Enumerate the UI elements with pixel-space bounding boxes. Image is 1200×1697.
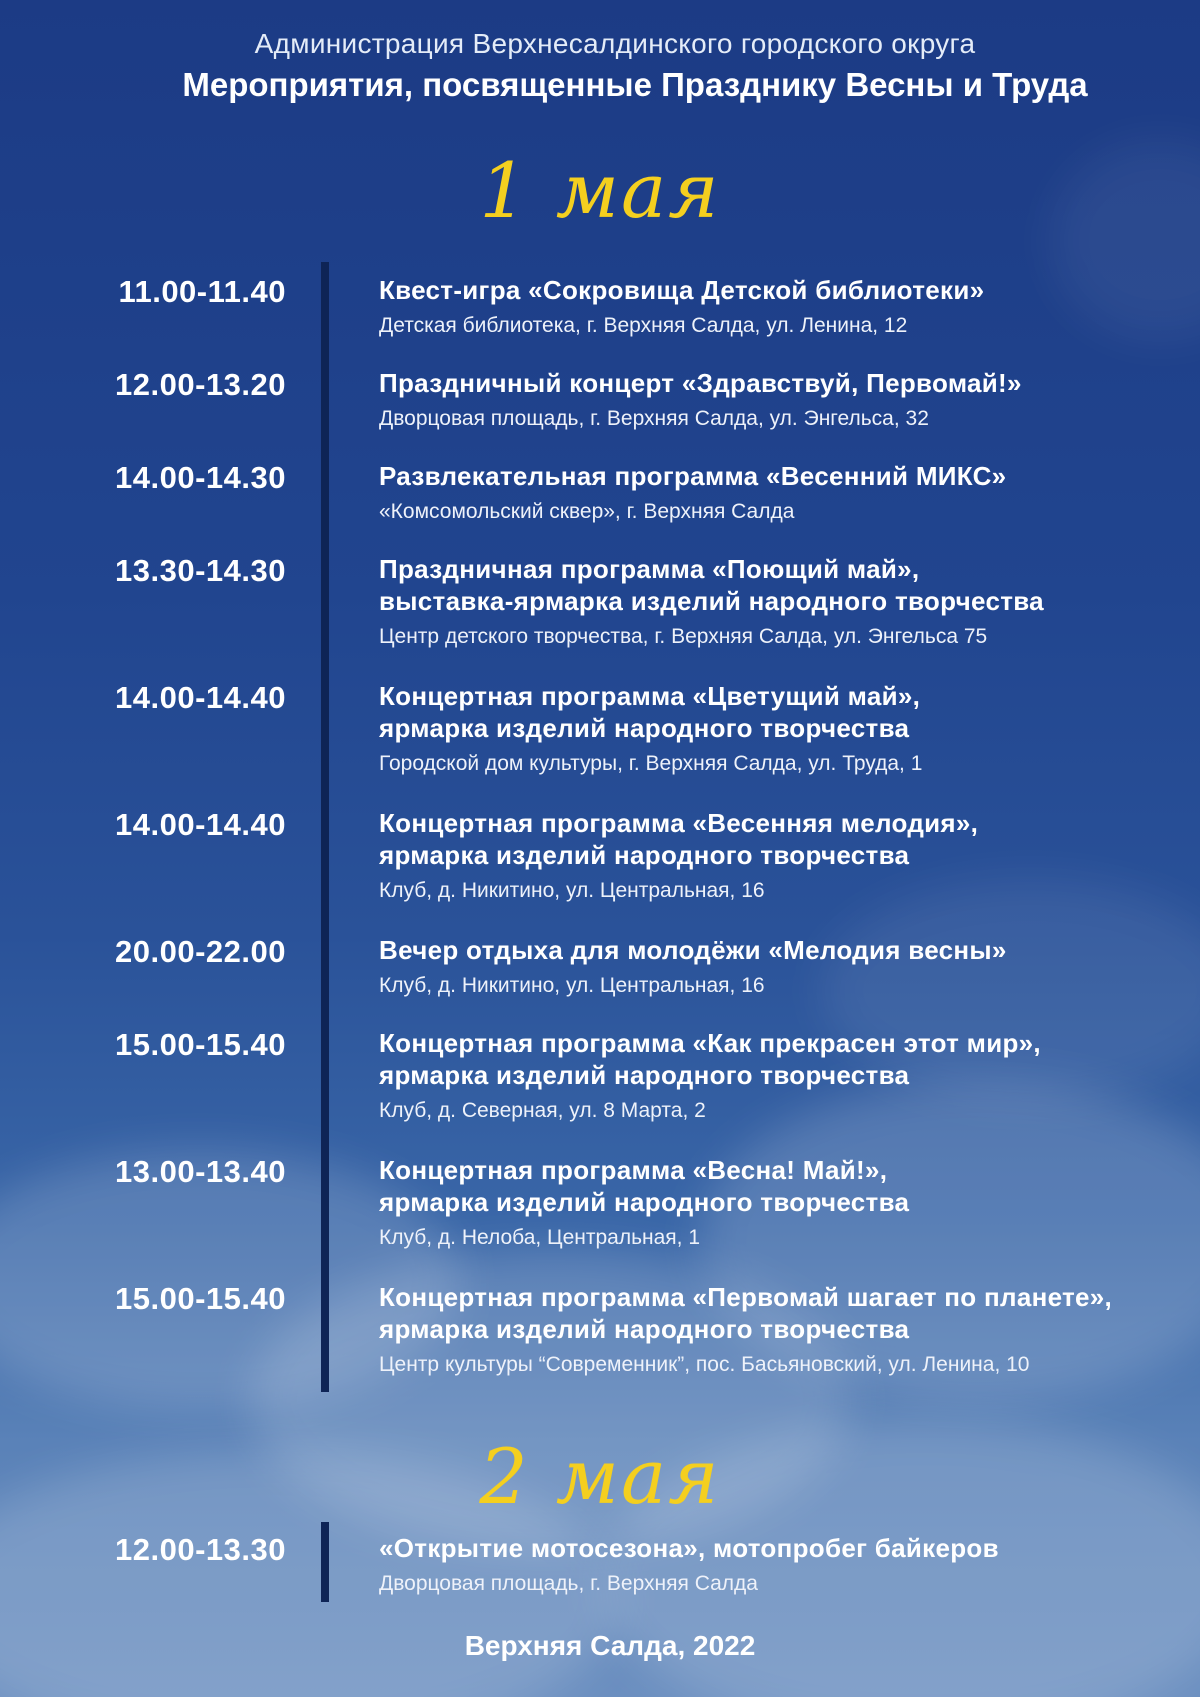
administration-name: Администрация Верхнесалдинского городского округа (254, 28, 976, 59)
event-info (379, 1027, 1199, 1125)
event-time: 14.00-14.30 (115, 460, 286, 495)
event-info (379, 934, 1199, 1000)
event-title: Концертная программа «Первомай шагает по планете», (379, 1282, 1113, 1312)
event-info (379, 1281, 1199, 1379)
day1-heading: 1 мая (479, 146, 721, 235)
event-title: ярмарка изделий народного творчества (379, 1314, 910, 1344)
event-venue: Дворцовая площадь, г. Верхняя Салда, ул. Энгельса, 32 (379, 407, 929, 430)
event-venue: Городской дом культуры, г. Верхняя Салда, ул. Труда, 1 (379, 752, 923, 775)
page-title: Мероприятия, посвященные Празднику Весны и Труда (182, 66, 1088, 103)
event-title: ярмарка изделий народного творчества (379, 1187, 910, 1217)
event-title: «Открытие мотосезона», мотопробег байкеров (379, 1533, 999, 1563)
day2-heading: 2 мая (479, 1432, 721, 1521)
event-time: 15.00-15.40 (115, 1281, 286, 1316)
event-time: 14.00-14.40 (115, 680, 286, 715)
event-title: ярмарка изделий народного творчества (379, 713, 910, 743)
event-title: ярмарка изделий народного творчества (379, 1060, 910, 1090)
event-title: Праздничный концерт «Здравствуй, Первомай!» (379, 368, 1022, 398)
event-venue: Клуб, д. Нелоба, Центральная, 1 (379, 1226, 701, 1249)
event-title: Концертная программа «Весенняя мелодия», (379, 808, 979, 838)
footer-place-year: Верхняя Салда, 2022 (464, 1630, 756, 1661)
event-venue: Центр детского творчества, г. Верхняя Салда, ул. Энгельса 75 (379, 625, 988, 648)
event-title: Концертная программа «Весна! Май!», (379, 1155, 888, 1185)
event-title: Праздничная программа «Поющий май», (379, 554, 920, 584)
event-time: 20.00-22.00 (115, 934, 286, 969)
event-time: 12.00-13.30 (115, 1532, 286, 1567)
event-time: 11.00-11.40 (118, 274, 286, 309)
event-time: 15.00-15.40 (115, 1027, 286, 1062)
event-info (379, 680, 1199, 778)
event-info (379, 807, 1199, 905)
event-venue: Дворцовая площадь, г. Верхняя Салда (379, 1572, 758, 1595)
event-title: Вечер отдыха для молодёжи «Мелодия весны» (379, 935, 1007, 965)
event-title: Концертная программа «Как прекрасен этот мир», (379, 1028, 1041, 1058)
event-venue: Клуб, д. Северная, ул. 8 Марта, 2 (379, 1099, 706, 1122)
event-title: ярмарка изделий народного творчества (379, 840, 910, 870)
event-info (379, 367, 1199, 433)
timeline-divider-day2 (321, 1522, 329, 1602)
event-venue: Клуб, д. Никитино, ул. Центральная, 16 (379, 974, 765, 997)
event-venue: «Комсомольский сквер», г. Верхняя Салда (379, 500, 795, 523)
event-time: 13.00-13.40 (115, 1154, 286, 1189)
event-info (379, 274, 1199, 340)
event-title: Квест-игра «Сокровища Детской библиотеки» (379, 275, 985, 305)
event-info (379, 460, 1199, 526)
event-info (379, 553, 1199, 651)
event-title: Концертная программа «Цветущий май», (379, 681, 921, 711)
event-time: 14.00-14.40 (115, 807, 286, 842)
event-info (379, 1154, 1199, 1252)
event-title: выставка-ярмарка изделий народного творчества (379, 586, 1044, 616)
event-title: Развлекательная программа «Весенний МИКС» (379, 461, 1007, 491)
timeline-divider-day1 (321, 262, 329, 1392)
event-time: 13.30-14.30 (115, 553, 286, 588)
event-info (379, 1532, 1199, 1598)
event-venue: Детская библиотека, г. Верхняя Салда, ул. Ленина, 12 (379, 314, 908, 337)
event-venue: Клуб, д. Никитино, ул. Центральная, 16 (379, 879, 765, 902)
event-time: 12.00-13.20 (115, 367, 286, 402)
event-venue: Центр культуры “Современник”, пос. Басьяновский, ул. Ленина, 10 (379, 1353, 1030, 1376)
